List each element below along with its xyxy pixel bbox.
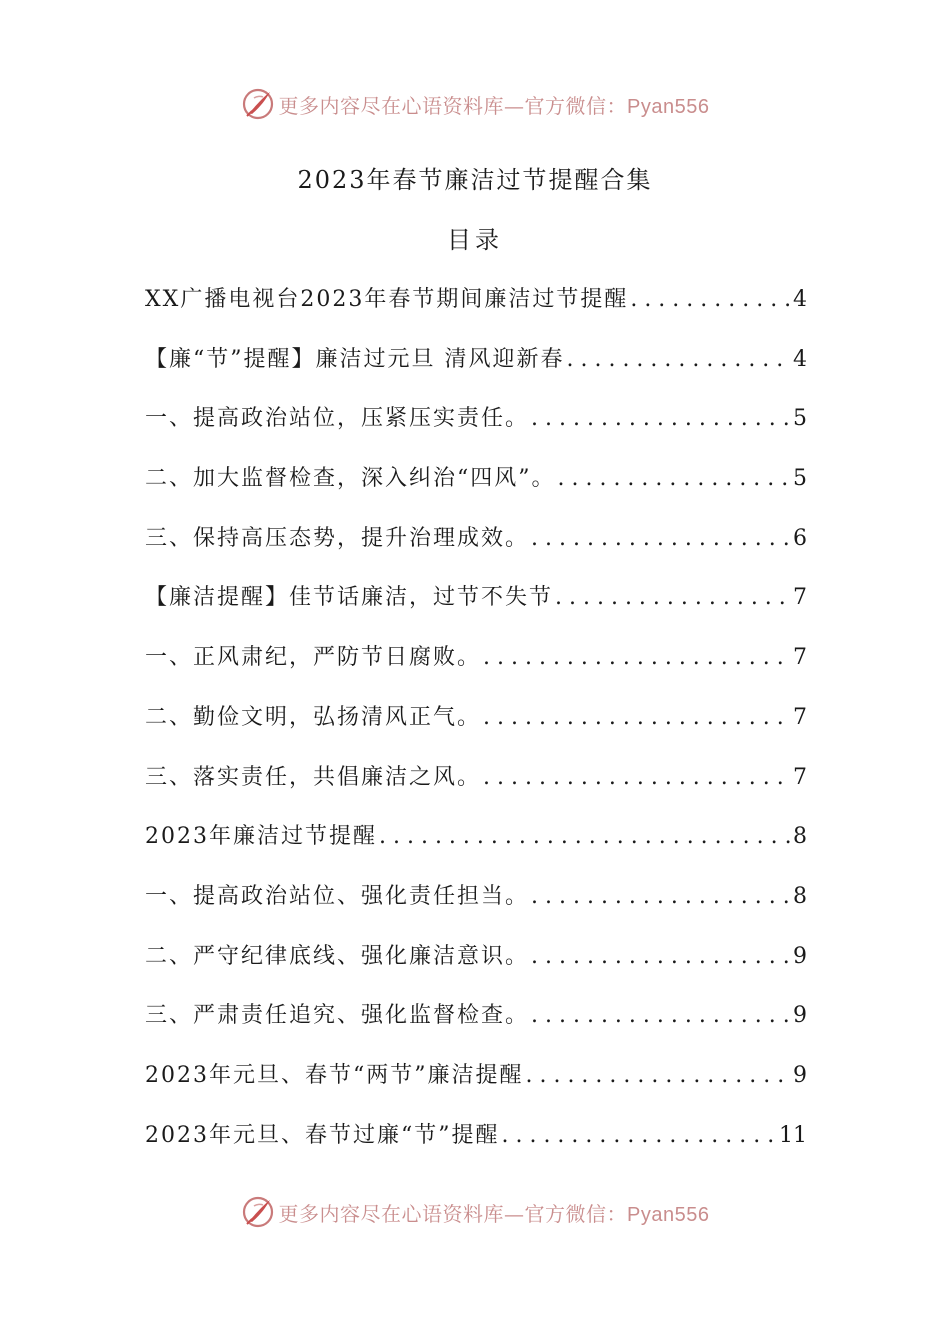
toc-entry[interactable] [145, 340, 807, 400]
toc-entry-page-number: 4 [793, 346, 807, 372]
document-title: 2023年春节廉洁过节提醒合集 [297, 166, 653, 194]
toc-dot-leader [630, 280, 791, 320]
toc-entry[interactable] [145, 578, 807, 638]
toc-entry-label: 三、落实责任，共倡廉洁之风。 [145, 764, 482, 790]
toc-dot-leader [555, 578, 791, 618]
toc-entry-page-number: 7 [793, 645, 807, 671]
toc-entry[interactable] [145, 817, 807, 877]
toc-entry-label: 二、严守纪律底线、强化廉洁意识。 [145, 943, 530, 969]
toc-entry[interactable] [145, 937, 807, 997]
toc-entry-page-number: 8 [793, 824, 807, 850]
toc-entry-page-number: 6 [793, 525, 807, 551]
toc-entry-label: 一、提高政治站位、强化责任担当。 [145, 883, 530, 909]
toc-dot-leader [501, 1116, 777, 1156]
toc-entry-page-number: 4 [793, 287, 807, 312]
toc-entry-label: XX广播电视台2023年春节期间廉洁过节提醒 [145, 287, 629, 312]
watermark-text: 更多内容尽在心语资料库—官方微信：Pyan556 [278, 93, 710, 118]
quill-pen-icon [241, 1195, 275, 1229]
toc-entry-label: 二、加大监督检查，深入纠治“四风”。 [145, 466, 556, 492]
toc-entry-page-number: 5 [793, 406, 807, 432]
watermark-banner-top [0, 84, 950, 124]
toc-entry-page-number: 11 [779, 1122, 807, 1148]
toc-dot-leader [531, 399, 791, 439]
toc-dot-leader [567, 340, 792, 380]
toc-entry[interactable] [145, 280, 807, 340]
toc-entry-page-number: 9 [793, 1062, 807, 1088]
toc-entry-label: 2023年元旦、春节“两节”廉洁提醒 [145, 1062, 524, 1088]
toc-entry-page-number: 7 [793, 764, 807, 790]
toc-entry[interactable] [145, 996, 807, 1056]
toc-entry[interactable] [145, 638, 807, 698]
toc-entry-label: 一、提高政治站位，压紧压实责任。 [145, 406, 530, 432]
toc-entry-page-number: 7 [793, 585, 807, 611]
toc-entry-label: 【廉洁提醒】佳节话廉洁，过节不失节 [145, 585, 554, 611]
toc-entry-page-number: 5 [793, 466, 807, 492]
toc-entry[interactable] [145, 758, 807, 818]
table-of-contents [145, 280, 807, 1175]
toc-entry[interactable] [145, 519, 807, 579]
toc-entry-page-number: 9 [793, 1003, 807, 1029]
toc-dot-leader [483, 698, 791, 738]
toc-entry-label: 二、勤俭文明，弘扬清风正气。 [145, 704, 482, 730]
toc-dot-leader [531, 937, 791, 977]
toc-entry[interactable] [145, 399, 807, 459]
toc-entry-label: 2023年廉洁过节提醒 [145, 824, 377, 850]
toc-entry[interactable] [145, 459, 807, 519]
toc-entry-label: 一、正风肃纪，严防节日腐败。 [145, 645, 482, 671]
toc-dot-leader [558, 459, 792, 499]
toc-entry[interactable] [145, 877, 807, 937]
watermark-banner-bottom [0, 1192, 950, 1232]
toc-entry-page-number: 9 [793, 943, 807, 969]
toc-entry-label: 【廉“节”提醒】廉洁过元旦 清风迎新春 [145, 346, 565, 372]
toc-entry[interactable] [145, 698, 807, 758]
toc-entry-page-number: 7 [793, 704, 807, 730]
toc-dot-leader [531, 877, 791, 917]
toc-entry-label: 2023年元旦、春节过廉“节”提醒 [145, 1122, 500, 1148]
toc-dot-leader [483, 638, 791, 678]
toc-entry[interactable] [145, 1056, 807, 1116]
toc-entry-label: 三、保持高压态势，提升治理成效。 [145, 525, 530, 551]
quill-pen-icon [241, 87, 275, 121]
toc-dot-leader [379, 817, 791, 857]
toc-entry-page-number: 8 [793, 883, 807, 909]
toc-heading: 目录 [447, 226, 503, 254]
toc-dot-leader [531, 996, 791, 1036]
toc-dot-leader [483, 758, 791, 798]
toc-dot-leader [531, 519, 791, 559]
toc-dot-leader [525, 1056, 791, 1096]
watermark-text: 更多内容尽在心语资料库—官方微信：Pyan556 [278, 1201, 710, 1226]
toc-entry-label: 三、严肃责任追究、强化监督检查。 [145, 1003, 530, 1029]
toc-entry[interactable] [145, 1116, 807, 1176]
